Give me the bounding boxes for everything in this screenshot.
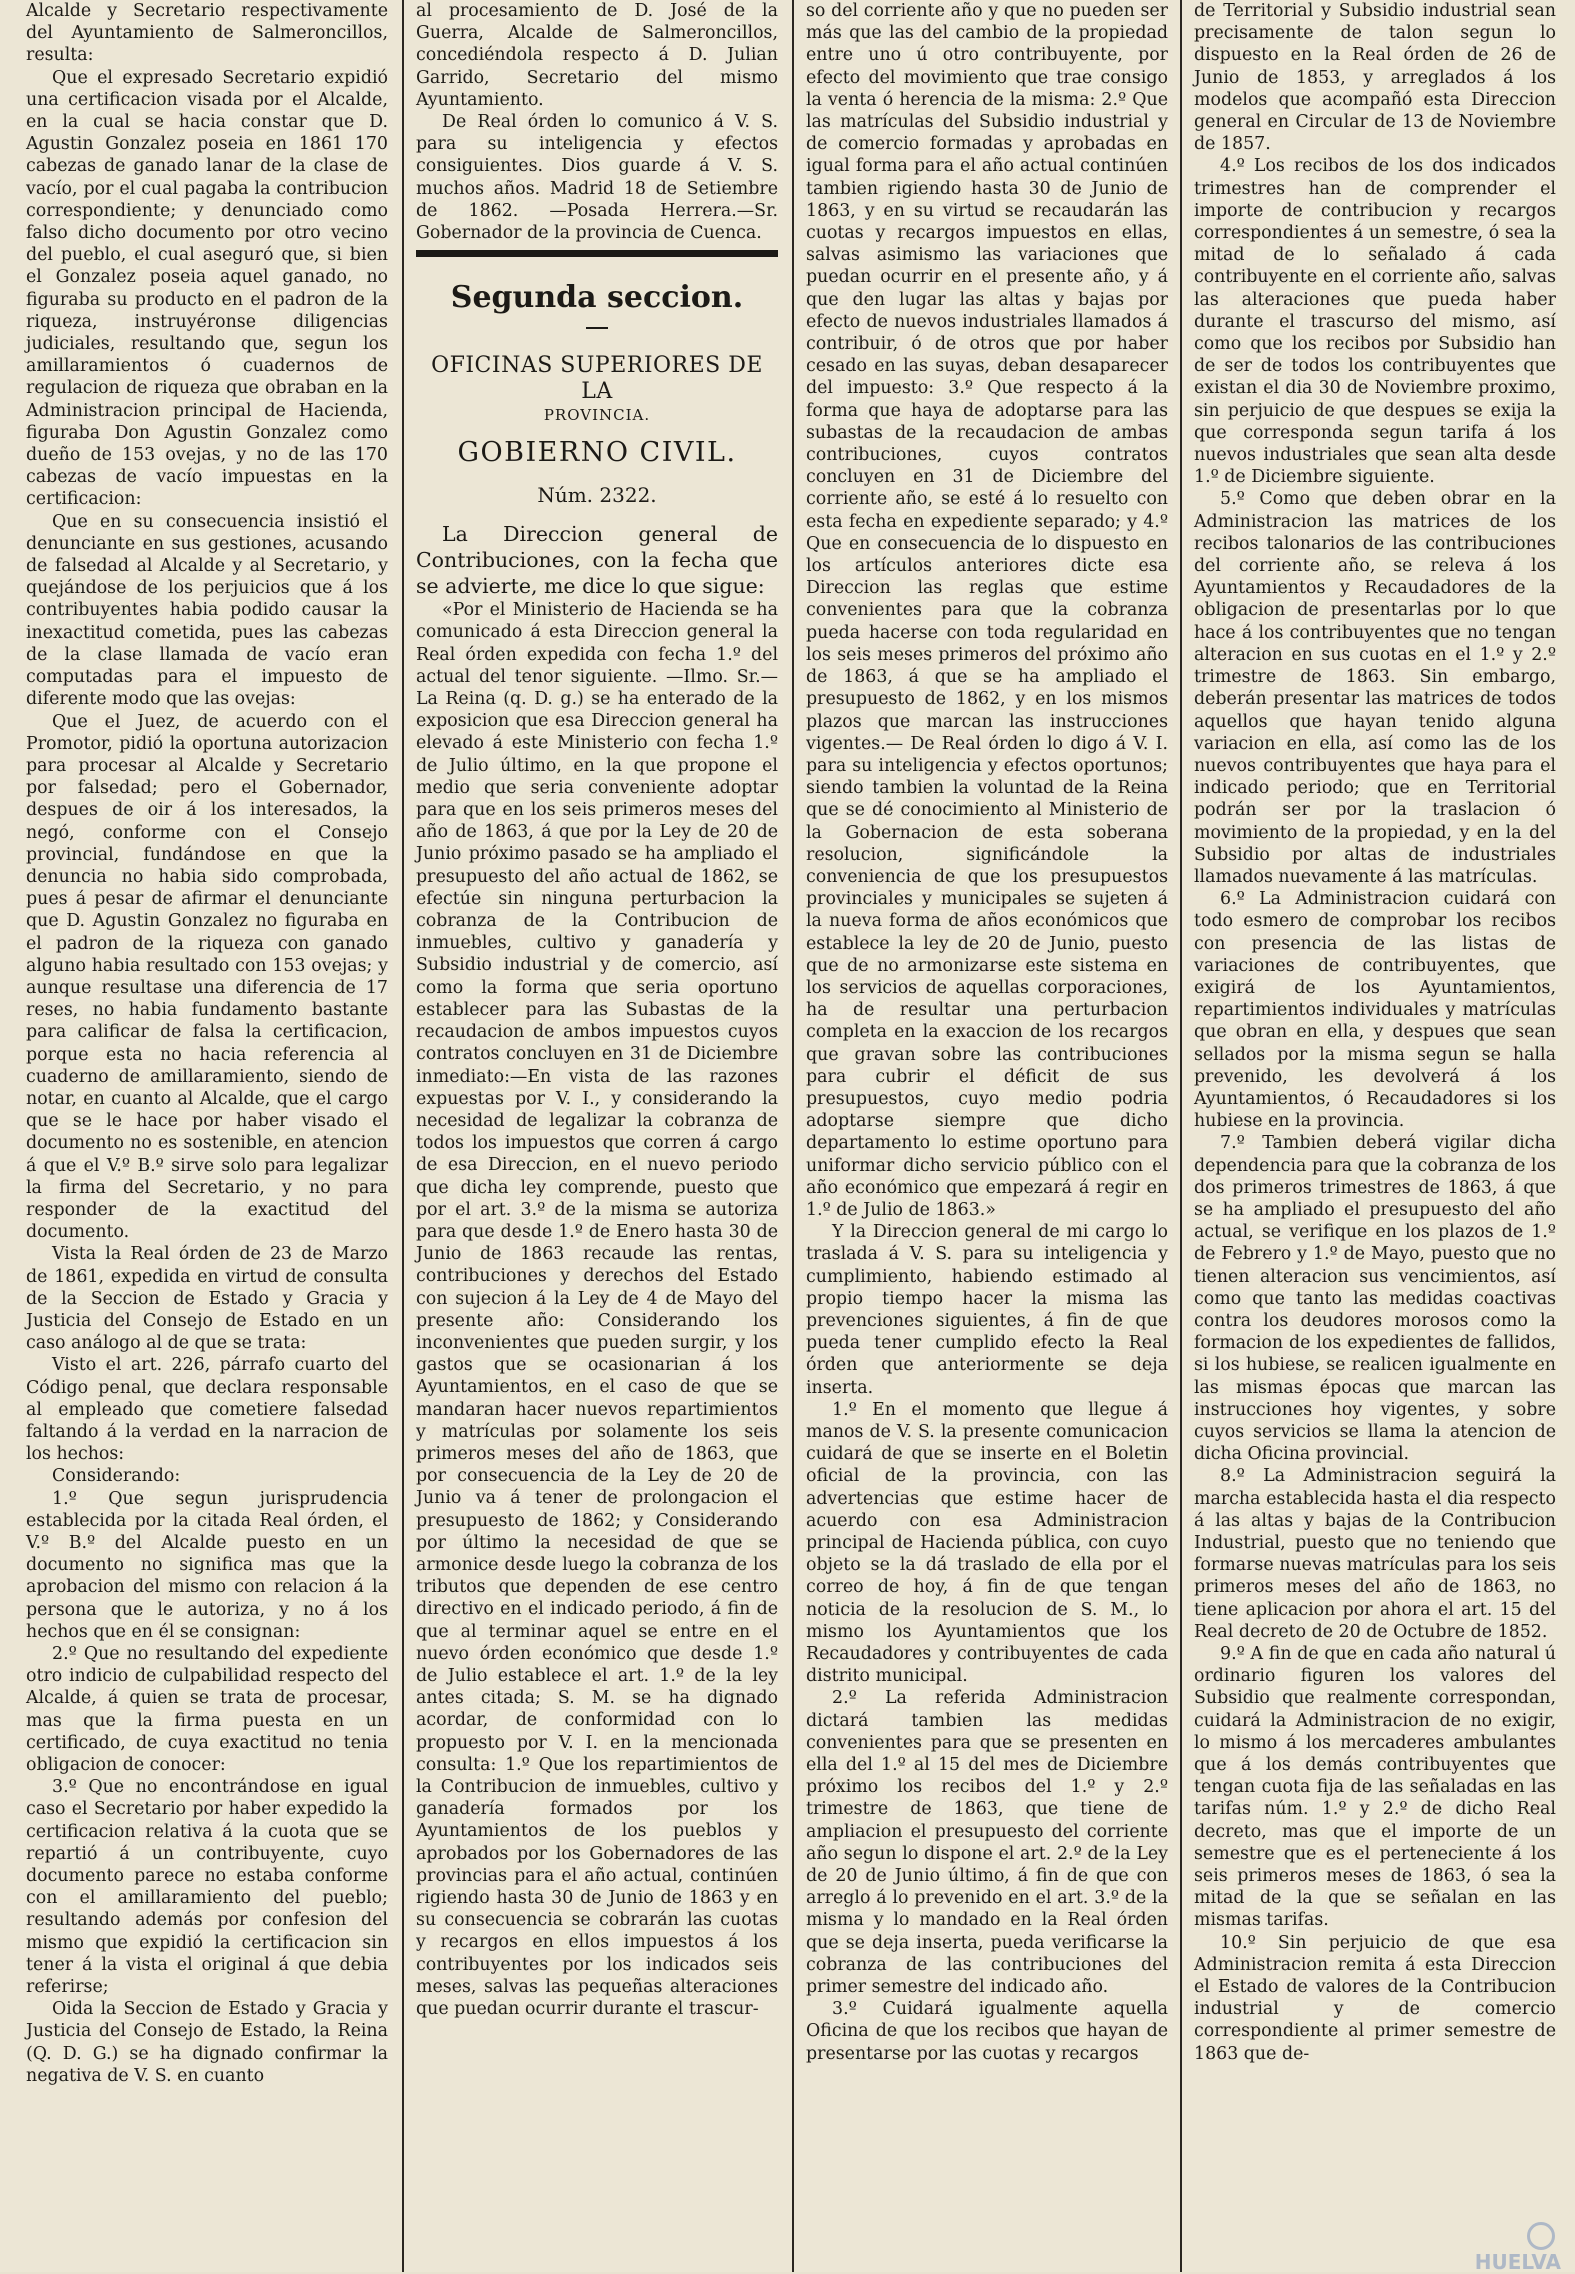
lead-paragraph: La Direccion general de Contribuciones, con la fecha que se advierte, me dice lo que sigue: [416, 522, 778, 599]
paragraph: Considerando: [52, 1466, 181, 1487]
paragraph: 9.º A fin de que en cada año natural ú ordinario figuren los valores del Subsidio que realmente correspondan, cuidará la Administracion de no exigir, lo mismo á los mercaderes ambulantes que á los demás contribuyentes que tengan cuota fija de las señaladas en las tarifas núm. 1.º y 2.º de dicho Real decreto, mas que el importe de un semestre que es el perteneciente á los seis primeros meses de 1863, ó sea la mitad de la que se señalan en las mismas tarifas. [1194, 1644, 1556, 1931]
column-rule [792, 0, 794, 2272]
watermark-seal-icon [1527, 2222, 1555, 2250]
office-subheading: PROVINCIA. [543, 406, 651, 425]
paragraph: Que el expresado Secretario expidió una certificacion visada por el Alcalde, en la cual se hacia constar que D. Agustin Gonzalez poseia en 1861 170 cabezas de ganado lanar de la clase de vacío, por el cual pagaba la contribucion correspondiente; y denunciado como falso dicho documento por otro vecino del pueblo, el cual aseguró que, si bien el Gonzalez poseia aquel ganado, no figuraba su producto en el padron de la riqueza, instruyéronse diligencias judiciales, resultando que, segun los amillaramientos ó cuadernos de regulacion de riqueza que obraban en la Administracion principal de Hacienda, figuraba Don Agustin Gonzalez como dueño de 153 ovejas, y no de las 170 cabezas de vacío impuestas en la certificacion: [26, 67, 388, 510]
paragraph: 2.º Que no resultando del expediente otro indicio de culpabilidad respecto del Alcalde, á quien se trata de procesar, mas que la firma puesta en un certificado, de cuya exactitud no tenia obligacion de conocer: [26, 1644, 388, 1776]
paragraph: 8.º La Administracion seguirá la marcha establecida hasta el dia respecto á las altas y bajas de la Contribucion Industrial, puesto que no teniendo que formarse nuevas matrículas para los seis primeros meses del año de 1863, no tiene aplicacion por ahora el art. 15 del Real decreto de 20 de Octubre de 1852. [1194, 1466, 1556, 1642]
paragraph: 6.º La Administracion cuidará con todo esmero de comprobar los recibos con presencia de las listas de variaciones de contribuyentes, que exigirá de los Ayuntamientos, repartimientos individuales y matrículas que obran en ella, y despues que sean sellados por la misma segun se halla prevenido, les devolverá á los Ayuntamientos, ó Recaudadores si los hubiese en la provincia. [1194, 889, 1556, 1132]
section-title: Segunda seccion. [450, 280, 744, 316]
paragraph: 1.º En el momento que llegue á manos de V. S. la presente comunicacion cuidará de que se inserte en el Boletin oficial de la provincia, con las advertencias que estime hacer de acuerdo con esa Administracion principal de Hacienda pública, con cuyo objeto se la dá traslado de ella por el correo de hoy, á fin de que tengan noticia de la resolucion de S. M., lo mismo los Ayuntamientos que los Recaudadores y contribuyentes de cada distrito municipal. [806, 1399, 1168, 1687]
column-3 [806, 0, 1168, 2272]
column-1 [26, 0, 388, 2272]
watermark-text: HUELVA [1474, 2250, 1561, 2274]
office-heading: OFICINAS SUPERIORES DE LA [431, 353, 763, 405]
paragraph: De Real órden lo comunico á V. S. para su inteligencia y efectos consiguientes. Dios guarde á V. S. muchos años. Madrid 18 de Setiembre de 1862. —Posada Herrera.—Sr. Gobernador de la provincia de Cuenca. [416, 112, 778, 244]
paragraph: 4.º Los recibos de los dos indicados trimestres han de comprender el importe de contribucion y recargos correspondientes á un semestre, ó sea la mitad de lo señalado á cada contribuyente en el corriente año, salvas las alteraciones que pueda haber durante el trascurso del mismo, así como que los recibos por Subsidio han de ser de todos los contribuyentes que existan el dia 30 de Noviembre proximo, sin perjuicio de que despues se exija la que corresponda segun tarifa á los nuevos industriales que sean alta desde 1.º de Diciembre siguiente. [1194, 156, 1556, 488]
paragraph: Que en su consecuencia insistió el denunciante en sus gestiones, acusando de falsedad al Alcalde y al Secretario, y quejándose de los perjuicios que á los contribuyentes habia podido causar la inexactitud cometida, pues las cabezas de la clase llamada de vacío eran computadas para el impuesto de diferente modo que las ovejas: [26, 511, 388, 710]
paragraph: de Territorial y Subsidio industrial sean precisamente de talon segun lo dispuesto en la Real órden de 26 de Junio de 1853, y arreglados á los modelos que acompañó esta Direccion general en Circular de 13 de Noviembre de 1857. [1194, 1, 1556, 155]
paragraph: Visto el art. 226, párrafo cuarto del Código penal, que declara responsable al empleado que cometiere falsedad faltando á la verdad en la narracion de los hechos: [26, 1355, 388, 1465]
paragraph: al procesamiento de D. José de la Guerra, Alcalde de Salmeroncillos, concediéndola respecto á D. Julian Garrido, Secretario del mismo Ayuntamiento. [416, 1, 778, 110]
paragraph: «Por el Ministerio de Hacienda se ha comunicado á esta Direccion general la Real órden expedida con fecha 1.º del actual del tenor siguiente. —Ilmo. Sr.—La Reina (q. D. g.) se ha enterado de la exposicion que esa Direccion general ha elevado á este Ministerio con fecha 1.º de Julio último, en la que propone el medio que seria conveniente adoptar para que en los seis primeros meses del año de 1863, á que por la Ley de 20 de Junio próximo pasado se ha ampliado el presupuesto del año actual de 1862, se efectúe sin ninguna perturbacion la cobranza de la Contribucion de inmuebles, cultivo y ganadería y Subsidio industrial y de comercio, así como la forma que seria oportuno establecer para las Subastas de la recaudacion de ambos impuestos cuyos contratos concluyen en 31 de Diciembre inmediato:—En vista de las razones expuestas por V. I., y considerando la necesidad de legalizar la cobranza de todos los impuestos que corren á cargo de esa Direccion, en el nuevo periodo que dicha ley comprende, puesto que por el art. 3.º de la misma se autoriza para que desde 1.º de Enero hasta 30 de Junio de 1863 recaude las rentas, contribuciones y derechos del Estado con sujecion á la Ley de 4 de Mayo del presente año: Considerando los inconvenientes que pueden surgir, y los gastos que se ocasionarian á los Ayuntamientos, en el caso de que se mandaran hacer nuevos repartimientos y matrículas por solamente los seis primeros meses del año de 1863, que por consecuencia de la Ley de 20 de Junio va á tener de prolongacion el presupuesto de 1862; y Considerando por último la necesidad de que se armonice desde luego la cobranza de los tributos que dependen de ese centro directivo en el indicado periodo, á fin de que al terminar aquel se entre en el nuevo órden económico que desde 1.º de Julio establece el art. 1.º de la ley antes citada; S. M. se ha dignado acordar, de conformidad con lo propuesto por V. I. en la mencionada consulta: 1.º Que los repartimientos de la Contribucion de inmuebles, cultivo y ganadería formados por los Ayuntamientos de los pueblos y aprobados por los Gobernadores de las provincias para el año actual, continúen rigiendo hasta 30 de Junio de 1863 y en su consecuencia se cobrarán las cuotas y recargos en ellos impuestos á los contribuyentes por los indicados seis meses, salvas las pequeñas alteraciones que puedan ocurrir durante el trascur- [416, 600, 778, 2020]
paragraph: 5.º Como que deben obrar en la Administracion las matrices de los recibos talonarios de las contribuciones del corriente año, se releva á los Ayuntamientos y Recaudadores de la obligacion de presentarlas por lo que hace á los contribuyentes que no tengan alteracion en sus cuotas en el 1.º y 2.º trimestre de 1863. Sin embargo, deberán presentar las matrices de todos aquellos que hayan tenido alguna variacion en ella, así como las de los nuevos contribuyentes que haya para el indicado periodo; que en Territorial podrán ser por la traslacion ó movimiento de la propiedad, y en la del Subsidio por altas de industriales llamados nuevamente á las matrículas. [1194, 489, 1556, 887]
paragraph: Alcalde y Secretario respectivamente del Ayuntamiento de Salmeroncillos, resulta: [26, 1, 388, 66]
section-divider [416, 250, 778, 257]
paragraph: Vista la Real órden de 23 de Marzo de 1861, expedida en virtud de consulta de la Seccion de Estado y Gracia y Justicia del Consejo de Estado en un caso análogo al de que se trata: [26, 1244, 388, 1354]
paragraph: so del corriente año y que no pueden ser más que las del cambio de la propiedad entre uno ú otro contribuyente, por efecto del movimiento que trae consigo la venta ó herencia de la misma: 2.º Que las matrículas del Subsidio industrial y de comercio formadas y aprobadas en igual forma para el año actual continúen tambien rigiendo hasta 30 de Junio de 1863, y en su virtud se recaudarán las cuotas y recargos impuestos en ellas, salvas asimismo las variaciones que puedan ocurrir en el presente año, y á que den lugar las altas y bajas por efecto de nuevos industriales llamados á contribuir, ó de otros que por haber cesado en las suyas, deban desaparecer del impuesto: 3.º Que respecto á la forma que haya de adoptarse para las subastas de la recaudacion de ambas contribuciones, cuyos contratos concluyen en 31 de Diciembre del corriente año, se esté á lo resuelto con esta fecha en expediente separado; y 4.º Que en consecuencia de lo dispuesto en los artículos anteriores dicte esa Direccion las reglas que estime convenientes para que la cobranza pueda hacerse con toda regularidad en los seis meses primeros del próximo año de 1863, á que se ha ampliado el presupuesto de 1862, y en los mismos plazos que marcan las instrucciones vigentes.— De Real órden lo digo á V. I. para su inteligencia y efectos oportunos; siendo tambien la voluntad de la Reina que se dé conocimiento al Ministerio de la Gobernacion de esta soberana resolucion, significándole la conveniencia de que los presupuestos provinciales y municipales se sujeten á la nueva forma de años económicos que establece la ley de 20 de Junio, puesto que de no armonizarse este sistema en los servicios de aquellas corporaciones, ha de resultar una perturbacion completa en la exaccion de los recargos que gravan sobre las contribuciones para cubrir el déficit de sus presupuestos, cuyo medio podria adoptarse siempre que dicho departamento lo estime oportuno para uniformar dicho servicio público con el año económico que empezará á regir en 1.º de Julio de 1863.» [806, 1, 1168, 1220]
column-4 [1194, 0, 1556, 2272]
government-heading: GOBIERNO CIVIL. [457, 437, 737, 469]
short-rule [586, 327, 608, 329]
archive-watermark [1441, 2222, 1561, 2274]
paragraph: 3.º Que no encontrándose en igual caso el Secretario por haber expedido la certificacion relativa á la cuota que se repartió á un contribuyente, cuyo documento parece no estaba conforme con el amillaramiento del pueblo; resultando además por confesion del mismo que expidió la certificacion sin tener á la vista el original á que debia referirse; [26, 1777, 388, 1998]
paragraph: 7.º Tambien deberá vigilar dicha dependencia para que la cobranza de los dos primeros trimestres de 1863, á que se ha ampliado el presupuesto del año actual, se verifique en los plazos de 1.º de Febrero y 1.º de Mayo, puesto que no tienen alteracion sus vencimientos, así como que tanto las medidas coactivas contra los deudores morosos como la formacion de los expedientes de fallidos, si los hubiese, se realicen igualmente en las mismas épocas que marcan las instrucciones hoy vigentes, y sobre cuyos servicios se llama la atencion de dicha Oficina provincial. [1194, 1133, 1556, 1465]
paragraph: Y la Direccion general de mi cargo lo traslada á V. S. para su inteligencia y cumplimiento, habiendo estimado al propio tiempo hacer la misma las prevenciones siguientes, á fin de que pueda tener cumplido efecto la Real órden que anteriormente se deja inserta. [806, 1222, 1168, 1398]
paragraph: 2.º La referida Administracion dictará tambien las medidas convenientes para que se presenten en ella del 1.º al 15 del mes de Diciembre próximo los recibos del 1.º y 2.º trimestre de 1863, que tiene de ampliacion el presupuesto del corriente año segun lo dispone el art. 2.º de la Ley de 20 de Junio último, á fin de que con arreglo á lo prevenido en el art. 3.º de la misma y lo mandado en la Real órden que se deja inserta, pueda verificarse la cobranza de las contribuciones del primer semestre del indicado año. [806, 1688, 1168, 1998]
paragraph: 3.º Cuidará igualmente aquella Oficina de que los recibos que hayan de presentarse por las cuotas y recargos [806, 1999, 1168, 2064]
column-rule [402, 0, 404, 2272]
paragraph: Que el Juez, de acuerdo con el Promotor, pidió la oportuna autorizacion para procesar al Alcalde y Secretario por falsedad; pero el Gobernador, despues de oir á los interesados, la negó, conforme con el Consejo provincial, fundándose en que la denuncia no habia sido comprobada, pues á pesar de afirmar el denunciante que D. Agustin Gonzalez no figuraba en el padron de la riqueza con ganado alguno habia resultado con 153 ovejas; y aunque resultase una diferencia de 17 reses, no habia fundamento bastante para calificar de falsa la certificacion, porque esta no hacia referencia al cuaderno de amillaramiento, siendo de notar, en cuanto al Alcalde, que el cargo que se le hace por haber visado el documento no es sostenible, en atencion á que el V.º B.º sirve solo para legalizar la firma del Secretario, y no para responder de la exactitud del documento. [26, 711, 388, 1243]
paragraph: 1.º Que segun jurisprudencia establecida por la citada Real órden, el V.º B.º del Alcalde puesto en un documento no significa mas que la aprobacion del mismo con relacion á la persona que le autoriza, y no á los hechos que en él se consignan: [26, 1488, 388, 1642]
column-2 [416, 0, 778, 2272]
paragraph: 10.º Sin perjuicio de que esa Administracion remita á esta Direccion el Estado de valores de la Contribucion industrial y de comercio correspondiente al primer semestre de 1863 que de- [1194, 1932, 1556, 2064]
paragraph: Oida la Seccion de Estado y Gracia y Justicia del Consejo de Estado, la Reina (Q. D. G.) se ha dignado confirmar la negativa de V. S. en cuanto [26, 1999, 388, 2086]
document-number: Núm. 2322. [537, 483, 657, 508]
column-rule [1180, 0, 1182, 2272]
